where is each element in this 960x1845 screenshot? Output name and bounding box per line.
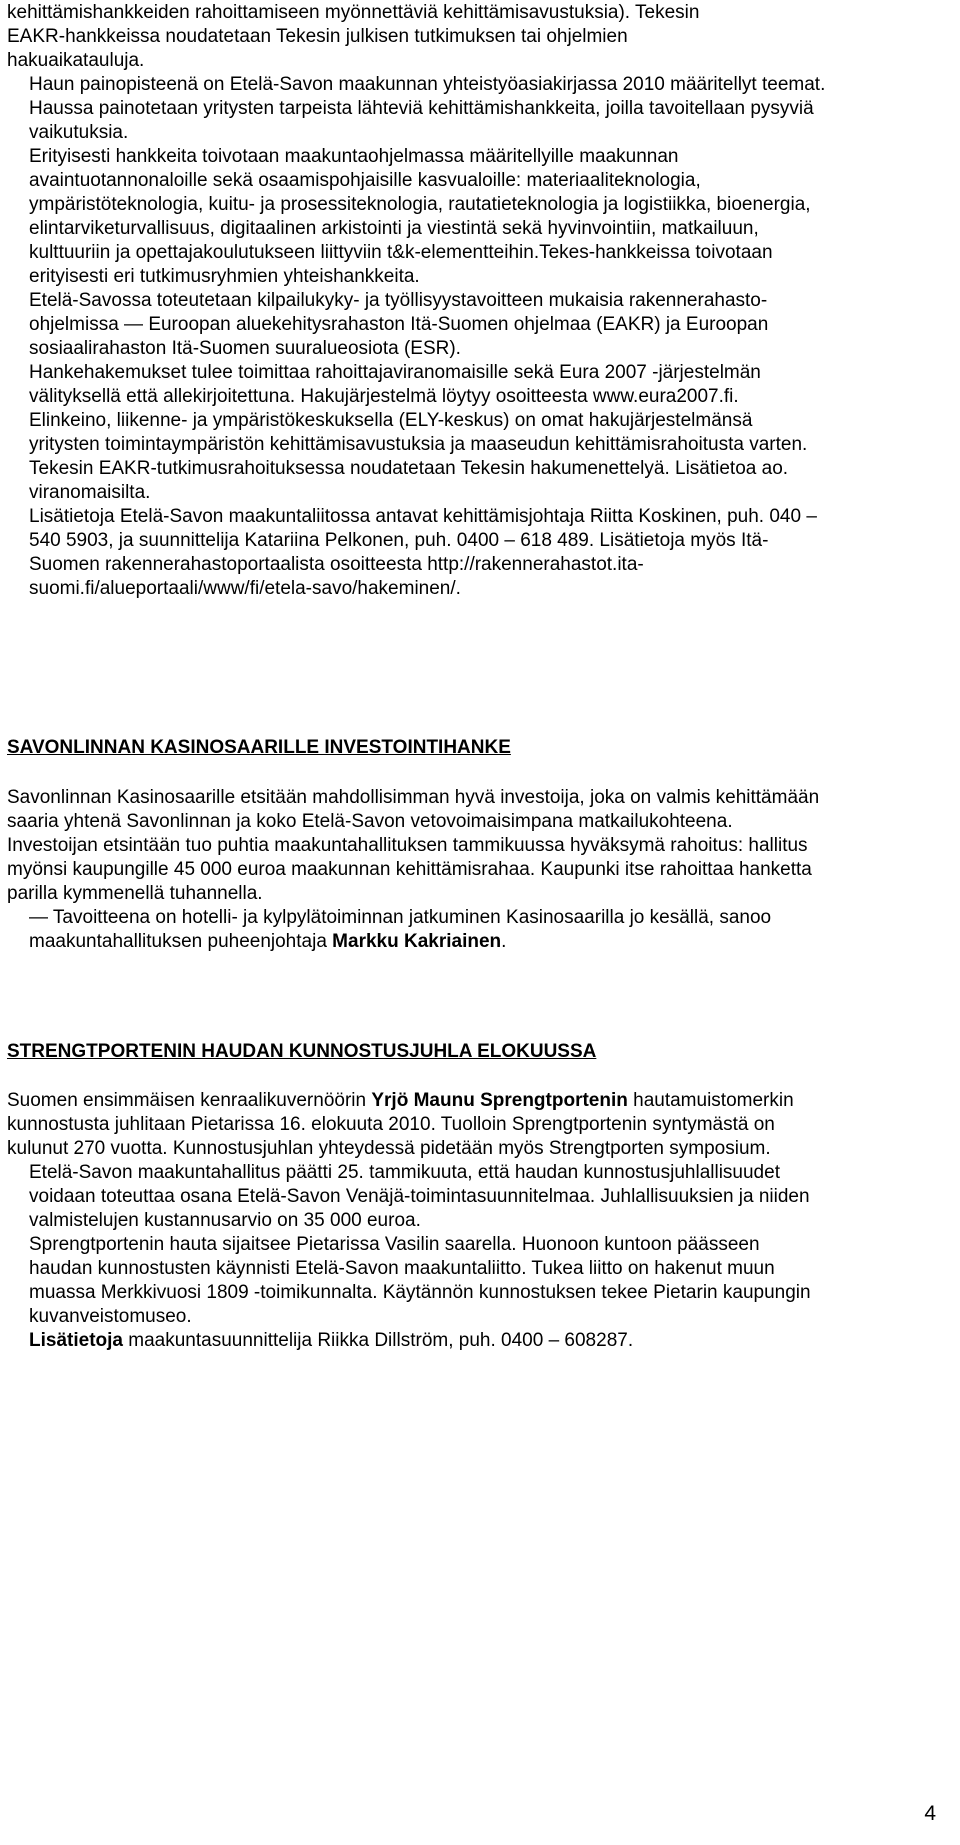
strengtporten-info-label: Lisätietoja	[29, 1330, 123, 1351]
intro-paragraph-7: Lisätietoja Etelä-Savon maakuntaliitossa antavat kehittämisjohtaja Riitta Koskinen, puh. 040 – 540 5903, ja suunnittelija Katariina Pelkonen, puh. 0400 – 618 489. Lisätietoja myös Itä-Suomen rakennerahastoportaalista osoitteesta http://rakennerahastot.ita-suomi.fi/alueportaali/www/fi/etela-savo/hakeminen/.	[29, 506, 817, 599]
section-heading-strengtporten: STRENGTPORTENIN HAUDAN KUNNOSTUSJUHLA ELOKUUSSA	[7, 1041, 597, 1062]
section-heading-kasinosaaret: SAVONLINNAN KASINOSAARILLE INVESTOINTIHANKE	[7, 737, 511, 758]
intro-line-1: kehittämishankkeiden rahoittamiseen myönnettäviä kehittämisavustuksia). Tekesin	[7, 2, 700, 23]
kasinosaaret-quote: — Tavoitteena on hotelli- ja kylpylätoiminnan jatkuminen Kasinosaarilla jo kesällä, sanoo maakuntahallituksen puheenjohtaja	[29, 907, 772, 952]
intro-paragraph-4: Etelä-Savossa toteutetaan kilpailukyky- ja työllisyystavoitteen mukaisia rakennerahasto-ohjelmissa — Euroopan aluekehitysrahaston Itä-Suomen ohjelmaa (EAKR) ja Euroopan sosiaalirahaston Itä-Suomen suuralueosiota (ESR).	[29, 290, 769, 359]
intro-paragraph-3: Erityisesti hankkeita toivotaan maakuntaohjelmassa määritellyille maakunnan avaintuotannonaloille sekä osaamispohjaisille kasvualoille: materiaaliteknologia, ympäristöteknologia, kuitu- ja prosessiteknologia, rautatieteknologia ja logistiikka, bioenergia, elintarviketurvallisuus, digitaalinen arkistointi ja viestintä sekä hyvinvointiin, matkailuun, kulttuuriin ja opettajakoulutukseen liittyviin t&k-elementteihin.Tekes-hankkeissa toivotaan erityisesti eri tutkimusryhmien yhteishankkeita.	[29, 146, 811, 287]
intro-line-2: EAKR-hankkeissa noudatetaan Tekesin julkisen tutkimuksen tai ohjelmien	[7, 26, 628, 47]
strengtporten-person-name: Yrjö Maunu Sprengtportenin	[371, 1090, 628, 1111]
kasinosaaret-paragraph-1: Savonlinnan Kasinosaarille etsitään mahdollisimman hyvä investoija, joka on valmis kehittämään saaria yhtenä Savonlinnan ja koko Etelä-Savon vetovoimaisimpana matkailukohteena. Investoijan etsintään tuo puhtia maakuntahallituksen tammikuussa hyväksymä rahoitus: hallitus myönsi kaupungille 45 000 euroa maakunnan kehittämisrahaa. Kaupunki itse rahoittaa hanketta parilla kymmenellä tuhannella.	[7, 787, 820, 904]
strengtporten-p1-start: Suomen ensimmäisen kenraalikuvernöörin	[7, 1090, 372, 1111]
intro-section	[7, 1, 827, 601]
section-strengtporten	[7, 1089, 827, 1353]
section-kasinosaaret	[7, 786, 827, 954]
page-number: 4	[924, 1802, 936, 1825]
kasinosaaret-quoted-person: Markku Kakriainen	[332, 931, 502, 952]
strengtporten-paragraph-3: Sprengtportenin hauta sijaitsee Pietarissa Vasilin saarella. Huonoon kuntoon päässeen haudan kunnostusten käynnisti Etelä-Savon maakuntaliitto. Tukea liitto on hakenut muun muassa Merkkivuosi 1809 -toimikunnalta. Käytännön kunnostuksen tekee Pietarin kaupungin kuvanveistomuseo.	[29, 1234, 811, 1327]
kasinosaaret-period: .	[501, 931, 507, 952]
intro-line-3: hakuaikatauluja.	[7, 50, 145, 71]
kasinosaaret-paragraph-2	[7, 906, 827, 954]
strengtporten-paragraph-1	[7, 1089, 827, 1161]
strengtporten-p1-rest: hautamuistomerkin kunnostusta juhlitaan Pietarissa 16. elokuuta 2010. Tuolloin Sprengtportenin syntymästä on kulunut 270 vuotta. Kunnostusjuhlan yhteydessä pidetään myös Strengtporten symposium.	[7, 1090, 794, 1159]
intro-paragraph-6: Elinkeino, liikenne- ja ympäristökeskuksella (ELY-keskus) on omat hakujärjestelmänsä yritysten toimintaympäristön kehittämisavustuksia ja maaseudun kehittämisrahoitusta varten. Tekesin EAKR-tutkimusrahoituksessa noudatetaan Tekesin hakumenettelyä. Lisätietoa ao. viranomaisilta.	[29, 410, 808, 503]
strengtporten-info-contact: maakuntasuunnittelija Riikka Dillström, puh. 0400 – 608287.	[122, 1330, 634, 1351]
intro-paragraph-5: Hankehakemukset tulee toimittaa rahoittajaviranomaisille sekä Eura 2007 -järjestelmän välityksellä että allekirjoitettuna. Hakujärjestelmä löytyy osoitteesta www.eura2007.fi.	[29, 362, 761, 407]
strengtporten-paragraph-2: Etelä-Savon maakuntahallitus päätti 25. tammikuuta, että haudan kunnostusjuhlallisuudet voidaan toteuttaa osana Etelä-Savon Venäjä-toimintasuunnitelmaa. Juhlallisuuksien ja niiden valmistelujen kustannusarvio on 35 000 euroa.	[29, 1162, 810, 1231]
intro-paragraph-1	[7, 1, 827, 73]
strengtporten-paragraph-4	[7, 1329, 827, 1353]
intro-paragraph-2: Haun painopisteenä on Etelä-Savon maakunnan yhteistyöasiakirjassa 2010 määritellyt teemat. Haussa painotetaan yritysten tarpeista lähteviä kehittämishankkeita, joilla tavoitellaan pysyviä vaikutuksia.	[29, 74, 826, 143]
